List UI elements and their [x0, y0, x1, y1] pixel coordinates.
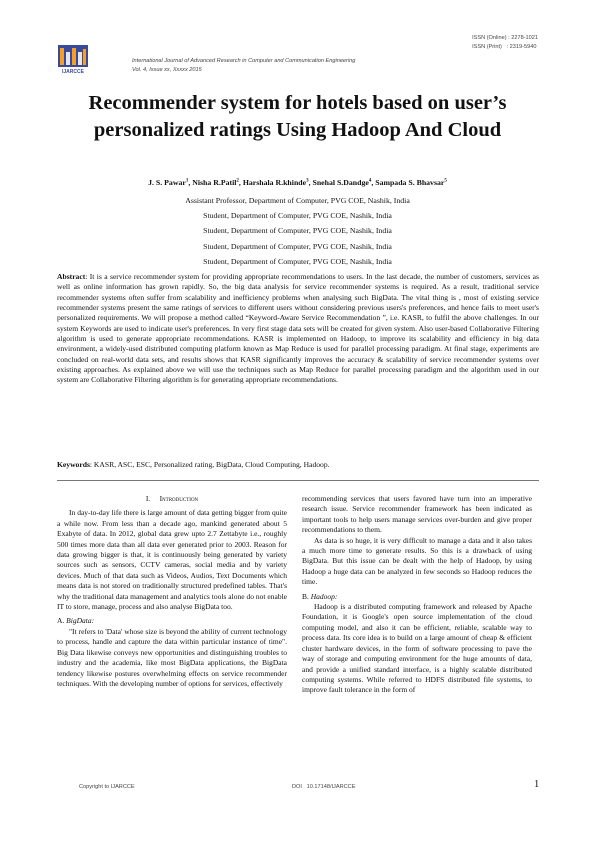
section-heading: [57, 494, 287, 504]
subsection-label: B.: [302, 591, 309, 601]
journal-volume: Vol. 4, Issue xx, Xxxxx 2015: [132, 66, 202, 73]
right-column: [302, 494, 532, 696]
affiliation-line: Student, Department of Computer, PVG COE, Nashik, India: [203, 211, 392, 221]
author-affiliation-mark: 3: [306, 178, 309, 184]
journal-name: International Journal of Advanced Research in Computer and Communication Engineering: [132, 58, 356, 64]
section-divider: [57, 480, 539, 481]
affiliation-line: Student, Department of Computer, PVG COE, Nashik, India: [203, 241, 392, 251]
author-name: J. S. Pawar: [148, 178, 186, 187]
affiliation-list: [40, 193, 555, 269]
author-name: Snehal S.Dandge: [312, 178, 369, 187]
recommending-paragraph: recommending services that users favored have turn into an imperative research issue. Service recommender framework has been indicated as important tools to help users manage services over-burden and give proper recommendations to them.: [302, 494, 532, 535]
page-number: 1: [534, 779, 540, 790]
journal-logo: [57, 43, 89, 75]
subsection-heading-bigdata: [57, 616, 287, 626]
hadoop-paragraph: Hadoop is a distributed computing framework and released by Apache Foundation, it is Google's open source implementation of the cloud computing model, and also it can be efficient, reliable, scalable way to process data. Its core idea is to build on a large amount of cheap & efficient cluster hardware devices, in the form of software processing to pave the way of storage and computing environment for the huge amounts of data, and provide a unified standard interface, is a highly scalable distributed computing systems. While referred to HDFS distributed file systems, to improve fault tolerance in the form of: [302, 602, 532, 695]
affiliation-line: Student, Department of Computer, PVG COE, Nashik, India: [203, 226, 392, 236]
issn-block: [472, 34, 538, 52]
abstract-label: Abstract: [57, 272, 86, 281]
affiliation-line: Assistant Professor, Department of Computer, PVG COE, Nashik, India: [185, 196, 410, 205]
subsection-label: A.: [57, 616, 65, 626]
hadoop-reduces-paragraph: As data is so huge, it is very difficult to manage a data and it also takes a much more time to generate results. So this is a drawback of using BigData. But this issue can be dealt with the help of Hadoop, by using Hadoop a huge data can be analyzed in few seconds so Hadoop reduces the time.: [302, 535, 532, 587]
footer-doi: DOI 10.17148/IJARCCE: [292, 784, 356, 790]
keywords-label: Keywords: [57, 460, 90, 469]
author-name: Harshala R.khinde: [242, 178, 307, 187]
svg-text:IJARCCE: IJARCCE: [62, 69, 84, 75]
abstract-text: : It is a service recommender system for providing appropriate recommendations to users. In the last decade, the number of customers, services as well as online information has grown rapidly. So, the big data analysis for service recommender systems is required. As a result, traditional service recommender systems often suffer from scalability and inefficiency problems when analysing such BigData. The vital thing is , most of existing service recommender systems present the same ratings of services to different users without considering previous users's preferences, and hence fails to meet user's personalized requirements. We will propose a method called “Keyword-Aware Service Recommendation ”, i.e. KASR, to fulfil the above challenges. In our system Keywords are used to indicate user's preferences. In very first stage data sets will be created for given system. Also user-based Collaborative Filtering algorithm is used to generate appropriate recommendations. KASR is implemented on Hadoop, to improve its scalability and efficiency in big data environment, a widely-used distributed computing platform known as Map Reduce is used for parallel processing paradigm. At final stage, experiments are concluded on real-world data sets, and results shows that KASR significantly improves the accuracy & scalability of service recommender systems over existing approaches. As explained above we will use the techniques such as Map Reduce for parallel processing paradigm and the algorithm used in our system are Collaborative Filtering algorithm is for generating appropriate recommendations.: [57, 272, 539, 385]
author-affiliation-mark: 2: [236, 178, 239, 184]
subsection-title: Hadoop:: [310, 591, 338, 601]
section-title: Introduction: [159, 494, 199, 503]
affiliation-line: Student, Department of Computer, PVG COE, Nashik, India: [203, 256, 392, 266]
paper-title: Recommender system for hotels based on user’s personalized ratings Using Hadoop And Cloud: [88, 92, 507, 141]
subsection-heading-hadoop: [302, 592, 532, 602]
author-name: Sampada S. Bhavsar: [375, 178, 445, 187]
intro-paragraph: In day-to-day life there is large amount of data getting bigger from quite a while now. From less than a decade ago, mankind generated about 5 Exabyte of data. In 2012, global data grew upto 2.7 Zettabyte i.e., roughly 500 times more data than all data ever generated prior to 2003. Reason for data growing bigger is that, it is continuously being generated by variety sources such as sensors, CCTV cameras, social media and by variety devices. Much of that data such as Videos, Audios, Text Documents which means data is not stored on traditionally structured predefined tables. That's why the traditional data management and analytics tools alone do not enable IT to store, manage, process and also analyse BigData too.: [57, 508, 287, 612]
keywords: [57, 460, 539, 469]
keywords-text: : KASR, ASC, ESC, Personalized rating, BigData, Cloud Computing, Hadoop.: [89, 460, 330, 469]
author-affiliation-mark: 1: [185, 178, 189, 184]
author-name: Nisha R.Patil: [192, 178, 237, 187]
author-affiliation-mark: 5: [444, 178, 447, 184]
bigdata-paragraph: "It refers to 'Data' whose size is beyond the ability of current technology to process, handle and capture the data within particular instance of time". Big Data likewise conveys new opportunities and distinguishing troubles to industry and the academia, like most BigData applications, the BigData tendency likewise postures overwhelming effects on service recommender techniques. With the developing number of options for services, effectively: [57, 626, 287, 688]
subsection-title: BigData:: [66, 616, 95, 626]
author-list: J. S. Pawar$^1$, Nisha R.Patil$^2$, Harshala R.khinde$^3$, Snehal S.Dandge$^4$, Sampada S. Bhavsar$^5$: [148, 178, 447, 187]
left-column: [57, 494, 287, 689]
abstract: [57, 272, 539, 386]
issn-online: ISSN (Online) : 2278-1021: [472, 35, 538, 41]
section-number: I.: [145, 494, 151, 503]
footer-copyright: Copyright to IJARCCE: [79, 784, 135, 790]
issn-print: ISSN (Print) : 2319-5940: [472, 44, 537, 50]
author-affiliation-mark: 4: [368, 178, 372, 184]
journal-header: [132, 57, 355, 74]
